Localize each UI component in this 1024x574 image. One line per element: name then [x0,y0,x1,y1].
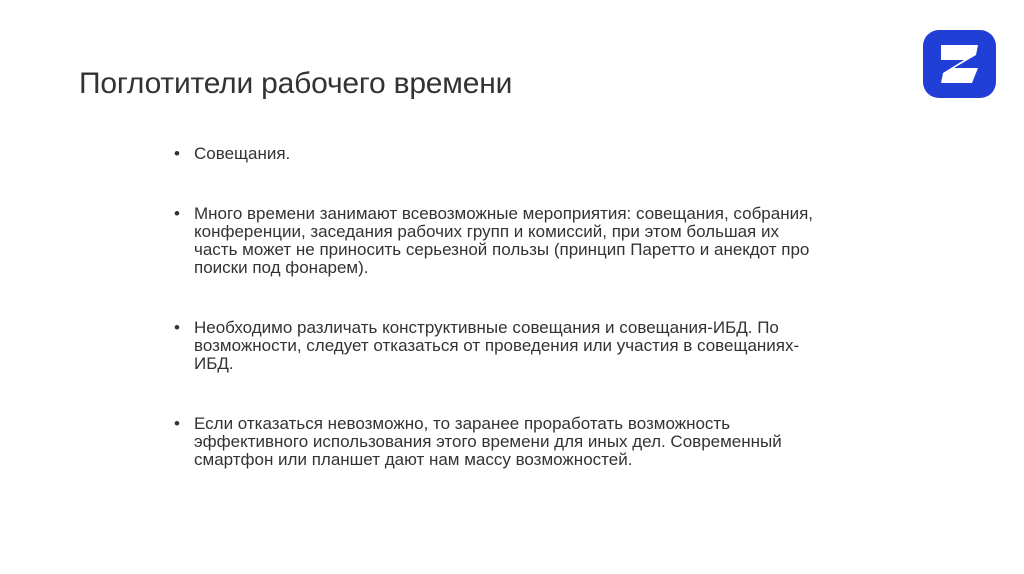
bullet-marker: • [174,414,180,433]
bullet-text: Много времени занимают всевозможные мероприятия: совещания, собрания, конференции, заседания рабочих групп и комиссий, при этом большая их часть может не приносить серьезной пользы (принцип Паретто и анекдот про поиски под фонарем). [194,204,814,277]
brand-logo-icon [921,28,998,100]
bullet-marker: • [174,204,180,223]
bullet-item [174,319,814,373]
bullet-list [174,145,814,469]
bullet-item [174,205,814,277]
bullet-item [174,415,814,469]
slide-title: Поглотители рабочего времени [79,67,513,100]
bullet-item [174,145,814,163]
bullet-marker: • [174,318,180,337]
bullet-text: Совещания. [194,144,291,163]
bullet-marker: • [174,144,180,163]
bullet-text: Если отказаться невозможно, то заранее проработать возможность эффективного использования этого времени для иных дел. Современный смартфон или планшет дают нам массу возможностей. [194,414,782,469]
bullet-text: Необходимо различать конструктивные совещания и совещания-ИБД. По возможности, следует отказаться от проведения или участия в совещаниях-ИБД. [194,318,800,373]
